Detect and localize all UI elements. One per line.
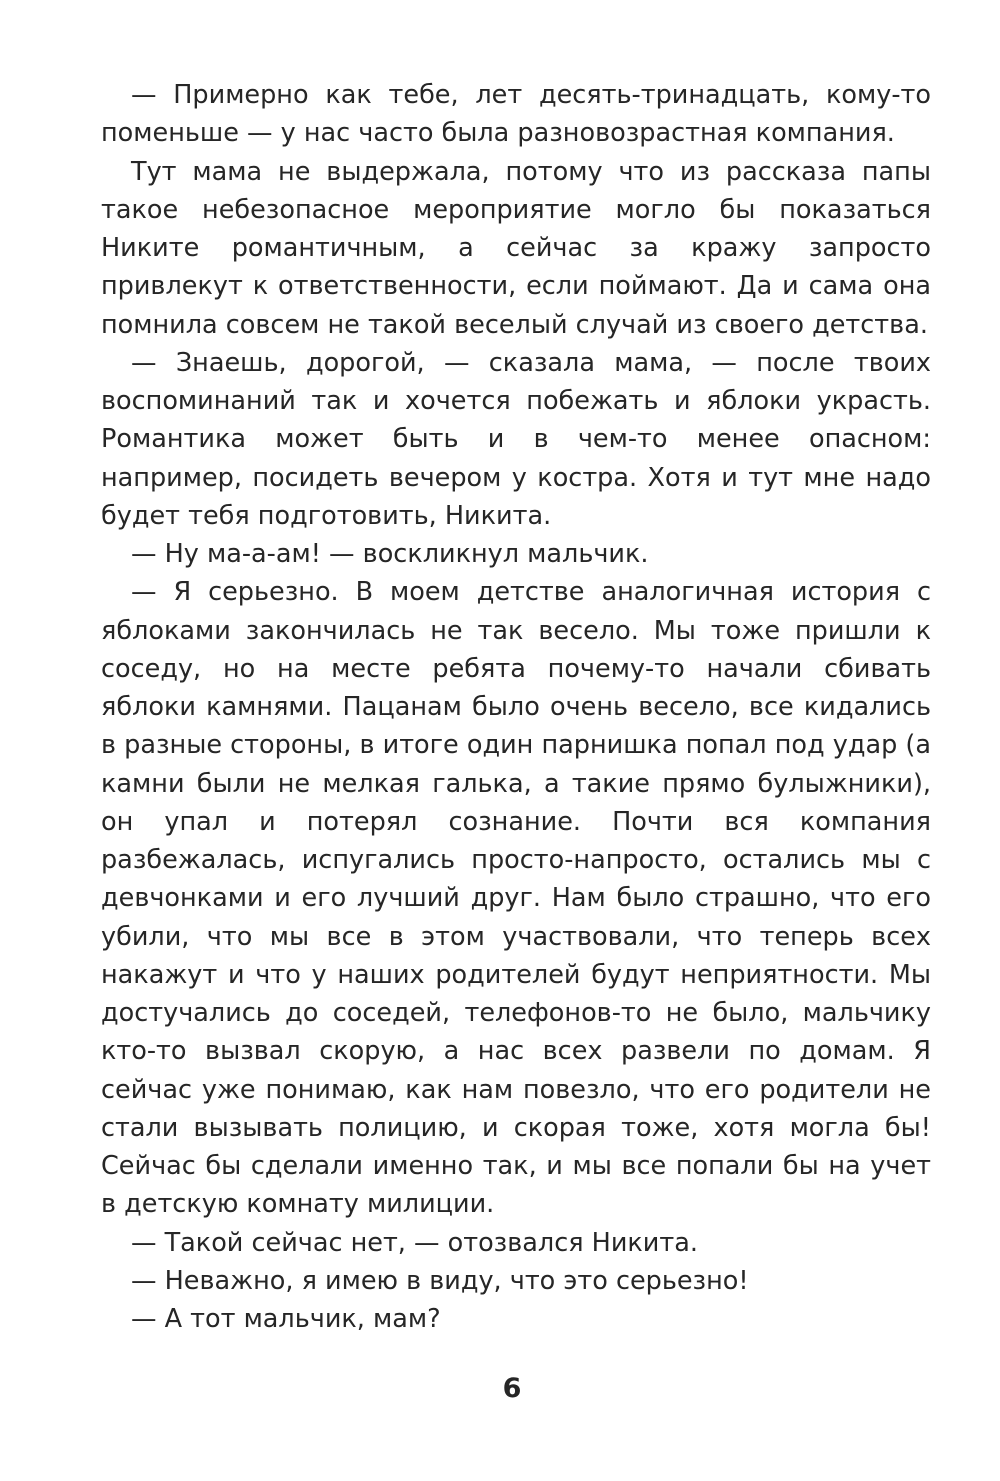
paragraph-4: — Ну ма-а-ам! — воскликнул мальчик. <box>131 539 649 569</box>
paragraph-7: — Неважно, я имею в виду, что это серьезно! <box>131 1265 749 1296</box>
paragraph-5: — Я серьезно. В моем детстве аналогичная история с яблоками закончилась не так весело. Мы тоже пришли к соседу, но на месте ребята почему-то начали сбивать яблоки камнями. Пацанам было очень весело, все кидались в разные стороны, в итоге один парнишка попал под удар (а камни были не мелкая галька, а такие прямо булыжники), он упал и потерял сознание. Почти вся компания разбежалась, испугались просто-напросто, остались мы с девчонками и его лучший друг. Нам было страшно, что его убили, что мы все в этом участвовали, что теперь всех накажут и что у наших родителей будут неприятности. Мы достучались до соседей, телефонов-то не было, мальчику кто-то вызвал скорую, а нас всех развели по домам. Я сейчас уже понимаю, как нам повезло, что его родители не стали вызывать полицию, и скорая тоже, хотя могла бы! Сейчас бы сделали именно так, и мы все попали бы на учет в детскую комнату милиции. <box>101 577 931 1220</box>
paragraph-1: — Примерно как тебе, лет десять-тринадцать, кому-то поменьше — у нас часто была разновозрастная компания. <box>101 80 931 149</box>
paragraph-6: — Такой сейчас нет, — отозвался Никита. <box>131 1227 698 1258</box>
body-text <box>101 76 931 1338</box>
paragraph-8: — А тот мальчик, мам? <box>131 1304 441 1334</box>
paragraph-2: Тут мама не выдержала, потому что из рассказа папы такое небезопасное мероприятие могло бы показаться Никите романтичным, а сейчас за кражу запросто привлекут к ответственности, если поймают. Да и сама она помнила совсем не такой веселый случай из своего детства. <box>101 156 931 340</box>
paragraph-3: — Знаешь, дорогой, — сказала мама, — после твоих воспоминаний так и хочется побежать и яблоки украсть. Романтика может быть и в чем-то менее опасном: например, посидеть вечером у костра. Хотя и тут мне надо будет тебя подготовить, Никита. <box>101 347 931 531</box>
page-number: 6 <box>502 1373 522 1404</box>
